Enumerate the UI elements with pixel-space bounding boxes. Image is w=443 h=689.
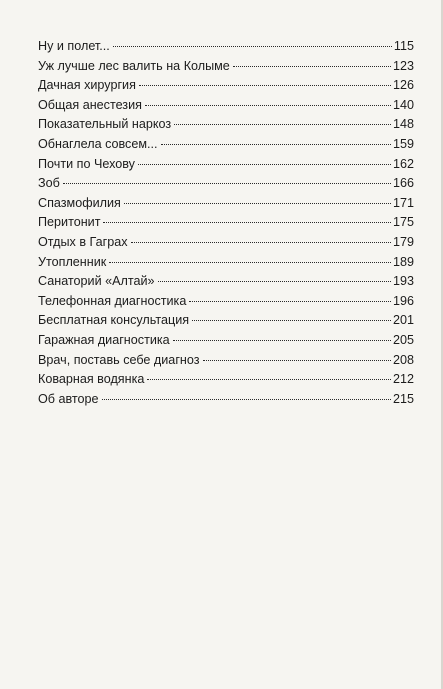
dot-leader xyxy=(233,66,391,67)
toc-entry-title: Зоб xyxy=(38,176,60,191)
dot-leader xyxy=(138,164,391,165)
toc-entry[interactable] xyxy=(38,57,414,77)
dot-leader xyxy=(173,340,391,341)
toc-entry-page: 126 xyxy=(392,78,414,93)
dot-leader xyxy=(63,183,391,184)
toc-entry-title: Перитонит xyxy=(38,215,101,230)
toc-entry-page: 205 xyxy=(392,332,414,347)
table-of-contents xyxy=(38,37,414,409)
toc-entry-title: Показательный наркоз xyxy=(38,117,172,132)
toc-entry-page: 208 xyxy=(392,352,414,367)
toc-entry[interactable] xyxy=(38,213,414,233)
toc-entry-title: Об авторе xyxy=(38,391,99,406)
toc-entry-title: Гаражная диагностика xyxy=(38,332,170,347)
dot-leader xyxy=(139,85,391,86)
toc-entry-title: Коварная водянка xyxy=(38,372,145,387)
toc-entry[interactable] xyxy=(38,233,414,253)
toc-entry-page: 193 xyxy=(392,274,414,289)
toc-entry-page: 201 xyxy=(392,313,414,328)
toc-entry-title: Ну и полет... xyxy=(38,39,110,53)
toc-entry-title: Дачная хирургия xyxy=(38,78,136,93)
dot-leader xyxy=(203,360,391,361)
dot-leader xyxy=(113,46,392,47)
toc-entry-title: Общая анестезия xyxy=(38,97,142,112)
dot-leader xyxy=(103,222,391,223)
dot-leader xyxy=(131,242,391,243)
toc-entry-page: 148 xyxy=(392,117,414,132)
toc-entry[interactable] xyxy=(38,272,414,292)
toc-entry-page: 196 xyxy=(392,293,414,308)
toc-entry[interactable] xyxy=(38,174,414,194)
dot-leader xyxy=(147,379,391,380)
toc-entry[interactable] xyxy=(38,135,414,155)
dot-leader xyxy=(109,262,391,263)
toc-entry-title: Обнаглела совсем... xyxy=(38,136,158,151)
dot-leader xyxy=(161,144,391,145)
toc-entry[interactable] xyxy=(38,96,414,116)
toc-entry-page: 215 xyxy=(392,391,414,406)
toc-entry-page: 115 xyxy=(393,39,414,53)
toc-entry-title: Утопленник xyxy=(38,254,107,269)
toc-entry-page: 123 xyxy=(392,58,414,73)
dot-leader xyxy=(189,301,391,302)
dot-leader xyxy=(158,281,391,282)
toc-entry[interactable] xyxy=(38,351,414,371)
toc-entry[interactable] xyxy=(38,37,414,57)
toc-entry[interactable] xyxy=(38,370,414,390)
toc-entry[interactable] xyxy=(38,194,414,214)
toc-entry-page: 140 xyxy=(392,97,414,112)
toc-entry-title: Уж лучше лес валить на Колыме xyxy=(38,58,230,73)
toc-entry[interactable] xyxy=(38,115,414,135)
dot-leader xyxy=(174,124,391,125)
dot-leader xyxy=(124,203,391,204)
toc-entry-page: 166 xyxy=(392,176,414,191)
toc-entry-page: 159 xyxy=(392,136,414,151)
toc-entry-title: Бесплатная консультация xyxy=(38,313,190,328)
toc-entry-page: 179 xyxy=(392,234,414,249)
toc-entry-title: Почти по Чехову xyxy=(38,156,135,171)
dot-leader xyxy=(145,105,391,106)
toc-entry[interactable] xyxy=(38,311,414,331)
toc-entry-page: 212 xyxy=(392,372,414,387)
toc-entry[interactable] xyxy=(38,390,414,410)
toc-entry[interactable] xyxy=(38,76,414,96)
toc-entry-page: 189 xyxy=(392,254,414,269)
toc-entry[interactable] xyxy=(38,331,414,351)
toc-entry-page: 175 xyxy=(392,215,414,230)
toc-entry-title: Телефонная диагностика xyxy=(38,293,187,308)
toc-entry-page: 171 xyxy=(392,195,414,210)
toc-entry[interactable] xyxy=(38,292,414,312)
toc-entry-page: 162 xyxy=(392,156,414,171)
toc-entry[interactable] xyxy=(38,155,414,175)
toc-entry-title: Спазмофилия xyxy=(38,195,121,210)
toc-entry-title: Санаторий «Алтай» xyxy=(38,274,155,289)
dot-leader xyxy=(192,320,391,321)
toc-entry-title: Отдых в Гаграх xyxy=(38,234,128,249)
toc-entry-title: Врач, поставь себе диагноз xyxy=(38,352,200,367)
dot-leader xyxy=(102,399,391,400)
toc-entry[interactable] xyxy=(38,253,414,273)
